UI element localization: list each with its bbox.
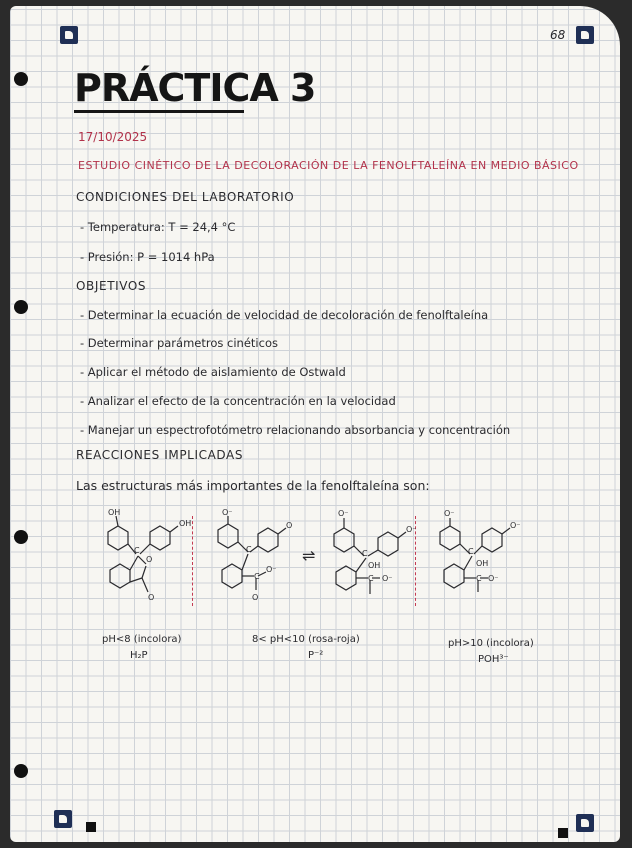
- notebook-page: [10, 6, 620, 842]
- corner-mark-icon: [576, 26, 594, 44]
- structure-formula: H₂P: [130, 650, 148, 661]
- objective-item: - Analizar el efecto de la concentración en la velocidad: [80, 394, 396, 408]
- svg-text:OH: OH: [179, 519, 192, 528]
- title-underline: [74, 110, 244, 113]
- svg-text:O: O: [148, 593, 155, 602]
- objectives-heading: OBJETIVOS: [76, 279, 147, 293]
- page-number: 68: [550, 28, 566, 42]
- svg-text:O⁻: O⁻: [222, 508, 233, 517]
- date: 17/10/2025: [78, 130, 148, 144]
- binder-hole-icon: [14, 530, 28, 544]
- objective-item: - Determinar parámetros cinéticos: [80, 336, 278, 350]
- svg-text:C: C: [468, 547, 474, 556]
- svg-text:C: C: [246, 545, 252, 554]
- condition-temperature: - Temperatura: T = 24,4 °C: [80, 220, 236, 234]
- svg-text:C: C: [134, 546, 140, 555]
- structure-h2p-drawing: [88, 506, 193, 606]
- structure-formula: P⁻²: [308, 650, 324, 661]
- svg-text:OH: OH: [368, 561, 381, 570]
- objective-item: - Determinar la ecuación de velocidad de decoloración de fenolftaleína: [80, 308, 489, 322]
- corner-mark-icon: [54, 810, 72, 828]
- structure-formula: POH³⁻: [478, 654, 509, 665]
- corner-mark-icon: [60, 26, 78, 44]
- svg-text:O: O: [286, 521, 293, 530]
- structure-label: pH>10 (incolora): [448, 638, 534, 649]
- structure-p2-resonance-drawing: [322, 506, 418, 606]
- subtitle: ESTUDIO CINÉTICO DE LA DECOLORACIÓN DE LA FENOLFTALEÍNA EN MEDIO BÁSICO: [78, 159, 579, 172]
- svg-text:C: C: [368, 574, 374, 583]
- binder-hole-icon: [14, 72, 28, 86]
- objective-item: - Manejar un espectrofotómetro relacionando absorbancia y concentración: [80, 423, 511, 437]
- svg-text:O⁻: O⁻: [338, 509, 349, 518]
- conditions-heading: CONDICIONES DEL LABORATORIO: [76, 190, 295, 204]
- svg-text:O⁻: O⁻: [510, 521, 521, 530]
- svg-text:C: C: [362, 549, 368, 558]
- structure-label: 8< pH<10 (rosa-roja): [252, 634, 360, 645]
- svg-text:O: O: [146, 555, 153, 564]
- binder-hole-icon: [14, 300, 28, 314]
- structure-poh3-drawing: [428, 506, 528, 606]
- svg-text:OH: OH: [108, 508, 121, 517]
- svg-text:O⁻: O⁻: [382, 574, 393, 583]
- svg-text:O⁻: O⁻: [406, 525, 417, 534]
- corner-mark-icon: [576, 814, 594, 832]
- condition-pressure: - Presión: P = 1014 hPa: [80, 250, 215, 264]
- svg-text:OH: OH: [476, 559, 489, 568]
- svg-text:O⁻: O⁻: [488, 574, 499, 583]
- page-title: PRÁCTICA 3: [74, 66, 316, 110]
- corner-square-icon: [86, 822, 96, 832]
- svg-text:O: O: [252, 593, 259, 602]
- structure-p2-drawing: [206, 506, 306, 606]
- equilibrium-arrow: ⇌: [302, 546, 316, 565]
- corner-square-icon: [558, 828, 568, 838]
- svg-text:C: C: [476, 574, 482, 583]
- objective-item: - Aplicar el método de aislamiento de Ostwald: [80, 365, 346, 379]
- svg-text:O⁻: O⁻: [444, 509, 455, 518]
- svg-text:C: C: [254, 572, 260, 581]
- binder-hole-icon: [14, 764, 28, 778]
- structure-label: pH<8 (incolora): [102, 634, 182, 645]
- reactions-intro: Las estructuras más importantes de la fenolftaleína son:: [76, 478, 430, 493]
- svg-text:O⁻: O⁻: [266, 565, 277, 574]
- reactions-heading: REACCIONES IMPLICADAS: [76, 448, 244, 462]
